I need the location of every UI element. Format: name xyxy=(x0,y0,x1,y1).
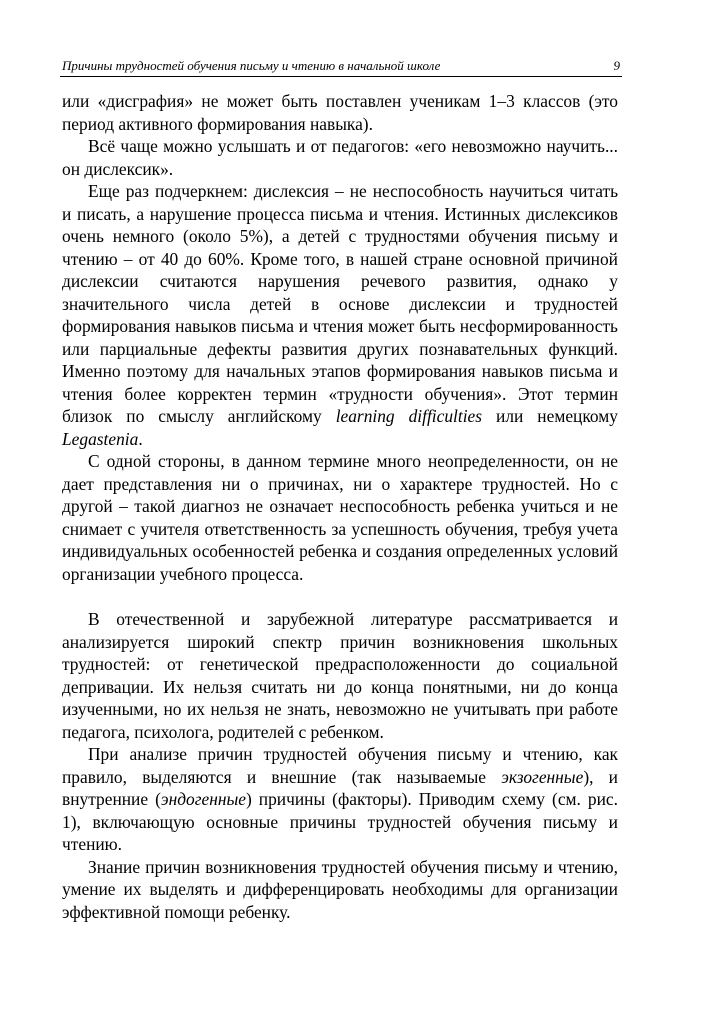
paragraph-3-text-c: . xyxy=(138,428,143,449)
paragraph-6-text-a: При анализе причин трудностей обучения письму и чтению, как правило, выделяются и внешние (так называемые xyxy=(62,744,618,787)
header-rule xyxy=(60,76,622,77)
paragraph-3 xyxy=(62,180,618,450)
body-text xyxy=(62,90,618,923)
paragraph-6 xyxy=(62,743,618,856)
term-legastenia: Legastenia xyxy=(62,428,139,449)
paragraph-6-text-c: ) причины (факторы). Приводим схему (см. рис. 1), включающую основные причины трудностей обучения письму и чтению. xyxy=(62,789,618,854)
paragraph-1: или «дисграфия» не может быть поставлен ученикам 1–3 классов (это период активного формирования навыка). xyxy=(62,91,618,134)
term-learning-difficulties: learning difficulties xyxy=(335,406,483,426)
paragraph-6-text-b: ), и внутренние ( xyxy=(62,766,618,809)
paragraph-3-text-a: Еще раз подчеркнем: дислексия – не неспособность научиться читать и писать, а нарушение процесса письма и чтения. Истинных дислексиков очень немного (около 5%), а детей с трудностями обучения письму и чтению – от 40 до 60%. Кроме того, в нашей стране основной причиной дислексии считаются нарушения речевого развития, однако у значительного числа детей в основе дислексии и трудностей формирования навыков письма и чтения может быть несформированность или парциальные дефекты развития других познавательных функций. Именно поэтому для начальных этапов формирования навыков письма и чтения более корректен термин «трудности обучения». Этот термин близок по смыслу английскому xyxy=(62,181,618,426)
paragraph-4: С одной стороны, в данном термине много неопределенности, он не дает представления ни о причинах, ни о характере трудностей. Но с другой – такой диагноз не означает неспособность ребенка учиться и не снимает с учителя ответственность за успешность обучения, требуя учета индивидуальных особенностей ребенка и создания определенных условий организации учебного процесса. xyxy=(62,451,618,584)
paragraph-3-text-b: или немецкому xyxy=(482,406,618,426)
running-header-title: Причины трудностей обучения письму и чтению в начальной школе xyxy=(62,58,441,73)
term-exogenous: экзогенные xyxy=(501,766,584,787)
paragraph-7: Знание причин возникновения трудностей обучения письму и чтению, умение их выделять и дифференцировать необходимы для организации эффективной помощи ребенку. xyxy=(62,856,618,922)
paragraph-5: В отечественной и зарубежной литературе рассматривается и анализируется широкий спектр причин возникновения школьных трудностей: от генетической предрасположенности до социальной депривации. Их нельзя считать ни до конца понятными, ни до конца изученными, но их нельзя не знать, невозможно не учитывать при работе педагога, психолога, родителей с ребенком. xyxy=(62,609,618,742)
paragraph-2: Всё чаще можно услышать и от педагогов: «его невозможно научить... он дислексик». xyxy=(62,136,618,179)
term-endogenous: эндогенные xyxy=(160,789,246,809)
page-number: 9 xyxy=(613,58,620,73)
